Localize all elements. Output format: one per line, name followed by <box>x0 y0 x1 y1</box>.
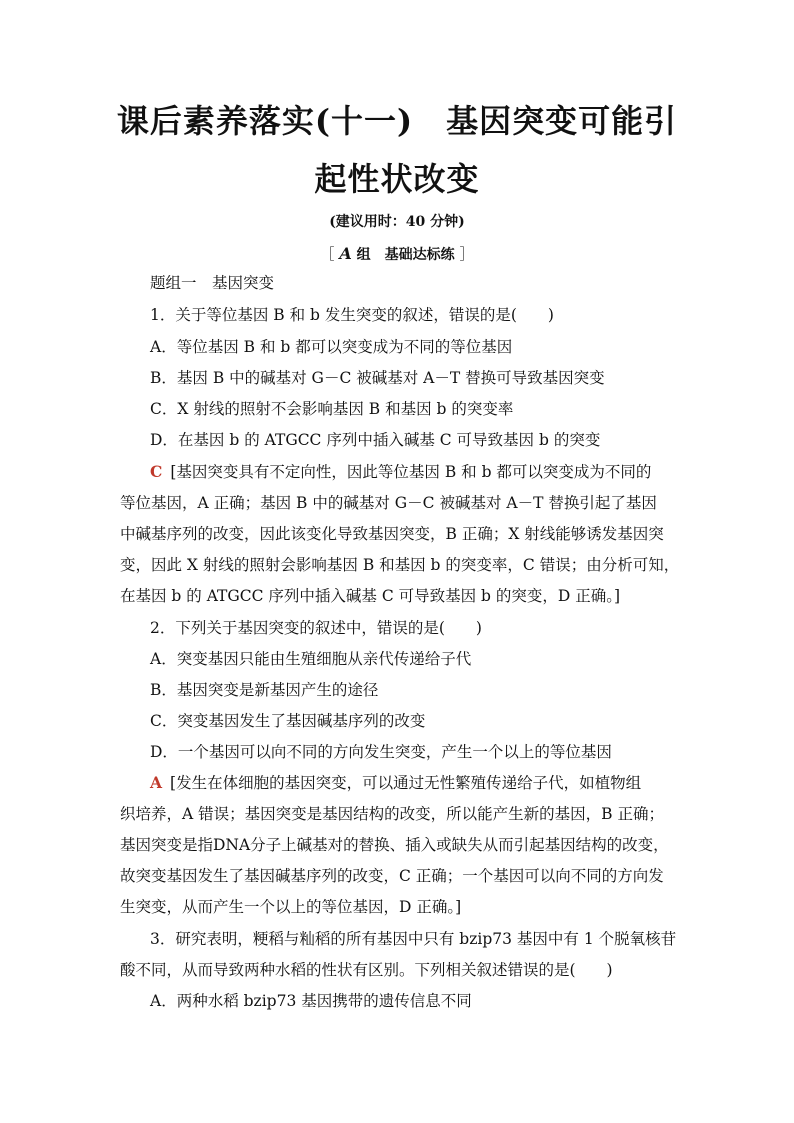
answer-2-letter: A <box>150 773 163 792</box>
question-1-option-d: D．在基因 b 的 ATGCC 序列中插入碱基 C 可导致基因 b 的突变 <box>150 431 601 449</box>
group-label-text: 组 基础达标练 <box>356 247 455 263</box>
section-heading: 题组一 基因突变 <box>150 274 275 292</box>
answer-1-line-1 <box>150 462 710 482</box>
answer-1-line-3: 中碱基序列的改变，因此该变化导致基因突变，B 正确；X 射线能够诱发基因突 <box>120 525 664 543</box>
answer-2-line-2: 织培养，A 错误；基因突变是基因结构的改变，所以能产生新的基因，B 正确； <box>120 805 664 823</box>
question-2-option-d: D．一个基因可以向不同的方向发生突变，产生一个以上的等位基因 <box>150 743 612 761</box>
suggested-time: (建议用时：40 分钟) <box>329 214 465 230</box>
answer-2-line-4: 故突变基因发生了基因碱基序列的改变，C 正确；一个基因可以向不同的方向发 <box>120 867 664 885</box>
question-1: 1．关于等位基因 B 和 b 发生突变的叙述，错误的是( ) <box>150 306 554 324</box>
answer-1-letter: C <box>150 462 163 481</box>
group-mark: A <box>339 244 352 263</box>
answer-2-line-5: 生突变，从而产生一个以上的等位基因，D 正确。] <box>120 898 462 916</box>
question-3-line-1: 3．研究表明，粳稻与籼稻的所有基因中只有 bzip73 基因中有 1 个脱氧核苷 <box>150 930 677 948</box>
question-3-option-a: A．两种水稻 bzip73 基因携带的遗传信息不同 <box>150 992 472 1010</box>
answer-2-line-3: 基因突变是指DNA分子上碱基对的替换、插入或缺失从而引起基因结构的改变， <box>120 836 669 854</box>
group-bracket-close: ］ <box>459 245 475 263</box>
question-1-option-a: A．等位基因 B 和 b 都可以突变成为不同的等位基因 <box>150 338 513 356</box>
question-1-option-b: B．基因 B 中的碱基对 G－C 被碱基对 A－T 替换可导致基因突变 <box>150 369 605 387</box>
question-2-option-a: A．突变基因只能由生殖细胞从亲代传递给子代 <box>150 650 472 668</box>
group-label <box>0 243 794 264</box>
question-3-line-2: 酸不同，从而导致两种水稻的性状有区别。下列相关叙述错误的是( ) <box>120 961 613 979</box>
question-2-option-b: B．基因突变是新基因产生的途径 <box>150 681 379 699</box>
page-title-line-1: 课后素养落实(十一) 基因突变可能引 <box>116 102 678 140</box>
question-2-option-c: C．突变基因发生了基因碱基序列的改变 <box>150 712 426 730</box>
answer-2-text: [发生在体细胞的基因突变，可以通过无性繁殖传递给子代，如植物组 <box>170 774 642 792</box>
answer-1-line-5: 在基因 b 的 ATGCC 序列中插入碱基 C 可导致基因 b 的突变，D 正确。] <box>120 587 621 605</box>
answer-1-line-2: 等位基因，A 正确；基因 B 中的碱基对 G－C 被碱基对 A－T 替换引起了基因 <box>120 494 657 512</box>
answer-2-line-1 <box>150 773 710 793</box>
question-2: 2．下列关于基因突变的叙述中，错误的是( ) <box>150 619 482 637</box>
answer-1-text: [基因突变具有不定向性，因此等位基因 B 和 b 都可以突变成为不同的 <box>170 463 652 481</box>
question-1-option-c: C．X 射线的照射不会影响基因 B 和基因 b 的突变率 <box>150 400 514 418</box>
page-title-line-2: 起性状改变 <box>314 160 480 198</box>
group-bracket-open: ［ <box>319 245 335 263</box>
answer-1-line-4: 变，因此 X 射线的照射会影响基因 B 和基因 b 的突变率，C 错误；由分析可知， <box>120 556 680 574</box>
